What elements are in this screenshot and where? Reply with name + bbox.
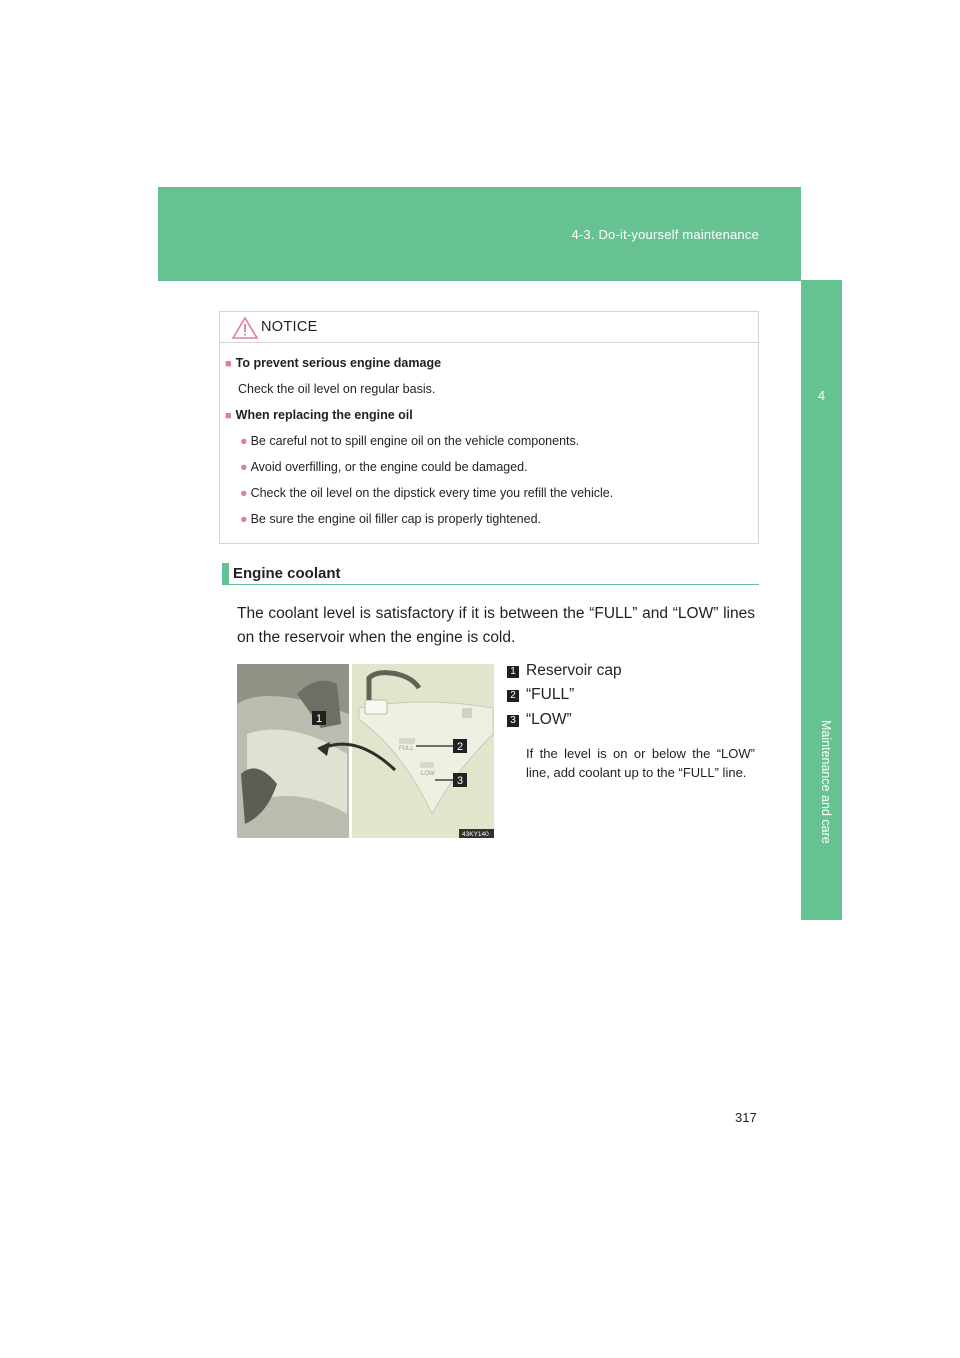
notice-text: Check the oil level on regular basis. <box>238 382 436 396</box>
chapter-number: 4 <box>817 388 826 403</box>
callout-2: 2 <box>456 741 464 753</box>
notice-heading <box>225 356 441 370</box>
low-mark-label: LOW <box>421 771 435 777</box>
notice-bullet <box>240 460 528 474</box>
notice-box <box>219 311 759 544</box>
section-breadcrumb: 4-3. Do-it-yourself maintenance <box>571 227 759 242</box>
header-band <box>158 187 801 281</box>
legend-label: “FULL” <box>526 686 575 703</box>
notice-bullet-text: Check the oil level on the dipstick every time you refill the vehicle. <box>250 486 614 500</box>
coolant-reservoir-figure <box>237 664 494 838</box>
section-accent <box>222 563 229 584</box>
legend-number-icon: 1 <box>507 666 519 678</box>
chapter-side-tab <box>801 280 842 920</box>
notice-bullet-text: Be careful not to spill engine oil on the vehicle components. <box>250 434 580 448</box>
notice-heading <box>225 408 413 422</box>
warning-triangle-icon <box>231 316 259 340</box>
notice-header <box>220 312 758 343</box>
legend-item-3 <box>507 711 572 729</box>
legend-number-icon: 3 <box>507 715 519 727</box>
bullet-dot-icon: ● <box>240 486 248 500</box>
legend-item-1 <box>507 662 622 680</box>
notice-bullet-text: Be sure the engine oil filler cap is properly tightened. <box>250 512 542 526</box>
notice-title: NOTICE <box>261 319 318 335</box>
notice-bullet <box>240 486 613 500</box>
chapter-title: Maintenance and care <box>819 720 833 844</box>
coolant-note: If the level is on or below the “LOW” line, add coolant up to the “FULL” line. <box>526 746 755 780</box>
square-bullet-icon: ■ <box>225 410 232 422</box>
figure-code: 43KY140 <box>462 831 489 838</box>
section-title: Engine coolant <box>233 565 341 582</box>
square-bullet-icon: ■ <box>225 358 232 370</box>
notice-bullet <box>240 434 579 448</box>
legend-item-2 <box>507 686 574 704</box>
legend-label: Reservoir cap <box>526 662 622 679</box>
page-number: 317 <box>735 1110 757 1125</box>
callout-1: 1 <box>315 713 323 725</box>
notice-bullet <box>240 512 541 526</box>
legend-label: “LOW” <box>526 711 572 728</box>
bullet-dot-icon: ● <box>240 434 248 448</box>
full-mark-label: FULL <box>399 746 414 752</box>
notice-heading-text: When replacing the engine oil <box>235 408 413 422</box>
notice-heading-text: To prevent serious engine damage <box>235 356 442 370</box>
legend-number-icon: 2 <box>507 690 519 702</box>
notice-bullet-text: Avoid overfilling, or the engine could be damaged. <box>250 460 528 474</box>
section-heading-bar <box>222 563 759 585</box>
bullet-dot-icon: ● <box>240 460 248 474</box>
section-paragraph: The coolant level is satisfactory if it is between the “FULL” and “LOW” lines on the reservoir when the engine is cold. <box>237 605 755 646</box>
callout-3: 3 <box>456 775 464 787</box>
bullet-dot-icon: ● <box>240 512 248 526</box>
